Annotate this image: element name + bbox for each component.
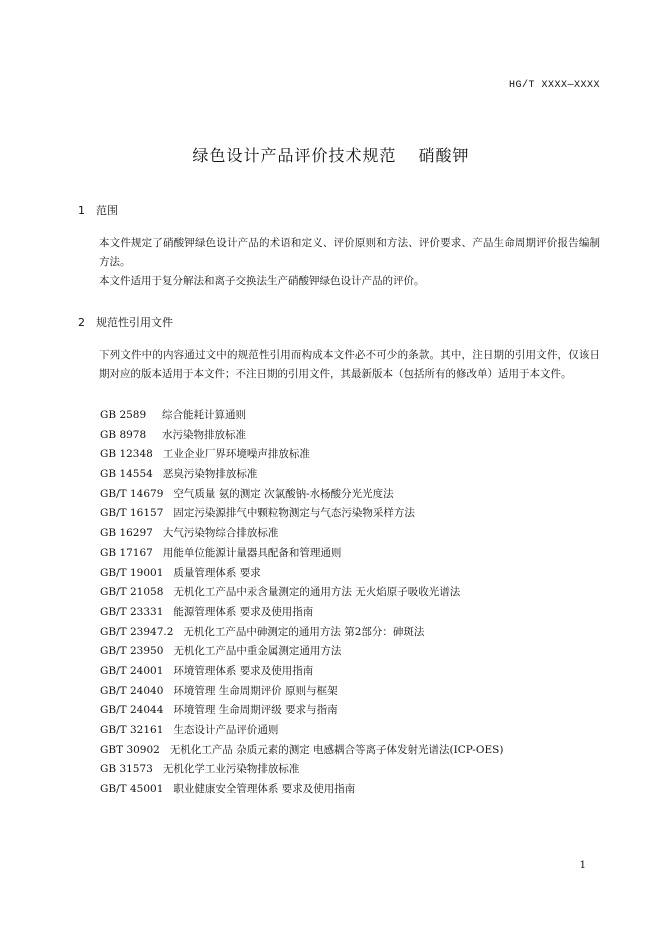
reference-item — [100, 525, 600, 545]
reference-item — [100, 545, 600, 565]
reference-code: GB 31573 — [100, 763, 153, 776]
document-title — [0, 143, 662, 166]
reference-item — [100, 722, 600, 742]
reference-code: GB 16297 — [100, 527, 153, 540]
reference-code: GB/T 14679 — [100, 487, 164, 500]
reference-code: GB 8978 — [100, 428, 147, 441]
reference-title: 空气质量 氨的测定 次氯酸钠-水杨酸分光光度法 — [173, 487, 394, 500]
reference-item — [100, 565, 600, 585]
section-number: 1 — [78, 204, 85, 217]
reference-item — [100, 663, 600, 683]
reference-title: 水污染物排放标准 — [162, 428, 246, 441]
title-main: 绿色设计产品评价技术规范 — [192, 146, 397, 165]
reference-item — [100, 702, 600, 722]
reference-code: GB/T 24044 — [100, 704, 164, 717]
reference-title: 大气污染物综合排放标准 — [162, 527, 279, 540]
reference-item — [100, 486, 600, 506]
reference-code: GB 12348 — [100, 448, 153, 461]
reference-item — [100, 781, 600, 801]
reference-item — [100, 604, 600, 624]
section-heading-scope — [78, 202, 118, 218]
reference-title: 无机化工产品中砷测定的通用方法 第2部分：砷斑法 — [183, 625, 425, 638]
reference-item — [100, 466, 600, 486]
section-heading-normative-references — [78, 314, 173, 330]
reference-code: GB/T 23947.2 — [100, 625, 174, 638]
reference-title: 能源管理体系 要求及使用指南 — [173, 605, 314, 618]
section-title: 规范性引用文件 — [96, 316, 173, 329]
reference-code: GB/T 16157 — [100, 507, 164, 520]
reference-code: GBT 30902 — [100, 743, 160, 756]
reference-item — [100, 446, 600, 466]
reference-code: GB 2589 — [100, 409, 147, 421]
reference-item — [100, 584, 600, 604]
reference-title: 生态设计产品评价通则 — [173, 724, 279, 736]
reference-title: 用能单位能源计量器具配备和管理通则 — [162, 546, 342, 559]
reference-code: GB/T 24040 — [100, 684, 164, 697]
reference-item — [100, 624, 600, 644]
reference-title: 质量管理体系 要求 — [173, 566, 261, 579]
reference-code: GB 14554 — [100, 468, 153, 481]
reference-item — [100, 407, 600, 427]
reference-code: GB/T 19001 — [100, 566, 164, 579]
scope-paragraph-1: 本文件规定了硝酸钾绿色设计产品的术语和定义、评价原则和方法、评价要求、产品生命周期评价报告编制方法。 — [99, 237, 600, 268]
title-product: 硝酸钾 — [418, 146, 470, 165]
page-number: 1 — [579, 860, 586, 871]
reference-title: 工业企业厂界环境噪声排放标准 — [162, 448, 310, 461]
reference-code: GB 17167 — [100, 546, 153, 559]
reference-code: GB/T 23331 — [100, 605, 164, 618]
references-intro-paragraph: 下列文件中的内容通过文中的规范性引用而构成本文件必不可少的条款。其中，注日期的引用文件，仅该日期对应的版本适用于本文件；不注日期的引用文件，其最新版本（包括所有的修改单）适用于本文件。 — [99, 349, 600, 380]
reference-title: 环境管理 生命周期评级 要求与指南 — [173, 704, 338, 717]
reference-title: 综合能耗计算通则 — [162, 409, 246, 421]
reference-code: GB/T 24001 — [100, 664, 164, 677]
reference-code: GB/T 21058 — [100, 586, 164, 599]
reference-title: 无机化工产品中重金属测定通用方法 — [173, 645, 342, 658]
section-number: 2 — [78, 316, 85, 329]
reference-code: GB/T 32161 — [100, 724, 164, 736]
reference-code: GB/T 23950 — [100, 645, 164, 658]
reference-item — [100, 505, 600, 525]
reference-title: 恶臭污染物排放标准 — [162, 468, 258, 481]
reference-item — [100, 742, 600, 762]
reference-title: 环境管理 生命周期评价 原则与框架 — [173, 684, 338, 697]
reference-item — [100, 683, 600, 703]
reference-code: GB/T 45001 — [100, 783, 164, 796]
standard-code: HG/T XXXX—XXXX — [508, 80, 600, 91]
reference-list — [100, 407, 600, 801]
reference-title: 环境管理体系 要求及使用指南 — [173, 664, 314, 677]
reference-title: 无机化学工业污染物排放标准 — [162, 763, 300, 776]
reference-title: 无机化工产品 杂质元素的测定 电感耦合等离子体发射光谱法(ICP-OES) — [169, 743, 504, 756]
reference-title: 无机化工产品中汞含量测定的通用方法 无火焰原子吸收光谱法 — [173, 586, 461, 599]
scope-paragraph-2: 本文件适用于复分解法和离子交换法生产硝酸钾绿色设计产品的评价。 — [99, 275, 425, 287]
reference-item — [100, 643, 600, 663]
reference-item — [100, 761, 600, 781]
reference-title: 固定污染源排气中颗粒物测定与气态污染物采样方法 — [173, 507, 415, 520]
reference-title: 职业健康安全管理体系 要求及使用指南 — [173, 783, 356, 796]
reference-item — [100, 427, 600, 447]
section-title: 范围 — [96, 204, 118, 217]
